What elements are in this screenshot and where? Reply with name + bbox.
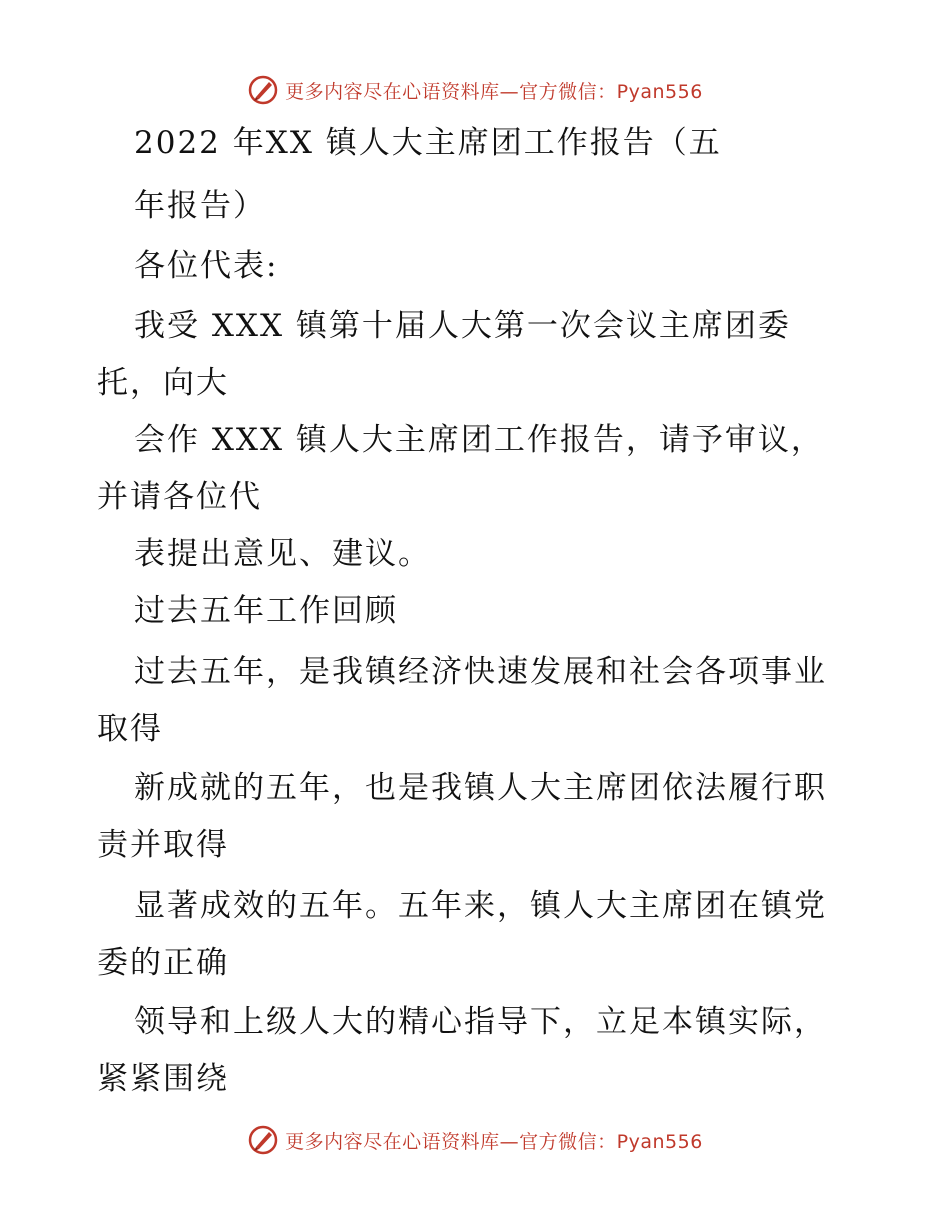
paragraph-line: 并请各位代 [97,479,262,515]
paragraph-line: 过去五年，是我镇经济快速发展和社会各项事业 [134,654,827,690]
document-title-line-1: 2022 年XX 镇人大主席团工作报告（五 [134,125,722,161]
section-heading: 过去五年工作回顾 [134,593,398,629]
paragraph-line: 责并取得 [97,827,229,863]
paragraph-line: 新成就的五年，也是我镇人大主席团依法履行职 [134,770,827,806]
document-title-line-2: 年报告） [134,188,266,224]
paragraph-line: 紧紧围绕 [97,1061,229,1097]
paragraph-line: 取得 [97,711,163,747]
watermark-banner-bottom [0,1120,950,1160]
watermark-text: 更多内容尽在心语资料库—官方微信：Pyan556 [285,1130,703,1153]
salutation-line: 各位代表: [134,248,279,284]
paragraph-line: 我受 XXX 镇第十届人大第一次会议主席团委 [134,308,791,344]
watermark-text: 更多内容尽在心语资料库—官方微信：Pyan556 [285,80,703,103]
quill-pen-logo-icon [247,74,279,106]
watermark-banner-top [0,70,950,110]
paragraph-line: 托，向大 [97,365,229,401]
paragraph-line: 领导和上级人大的精心指导下，立足本镇实际， [134,1004,827,1040]
paragraph-line: 显著成效的五年。五年来，镇人大主席团在镇党 [134,888,827,924]
quill-pen-logo-icon [247,1124,279,1156]
paragraph-line: 会作 XXX 镇人大主席团工作报告，请予审议， [134,422,824,458]
paragraph-line: 委的正确 [97,945,229,981]
paragraph-line: 表提出意见、建议。 [134,536,431,572]
